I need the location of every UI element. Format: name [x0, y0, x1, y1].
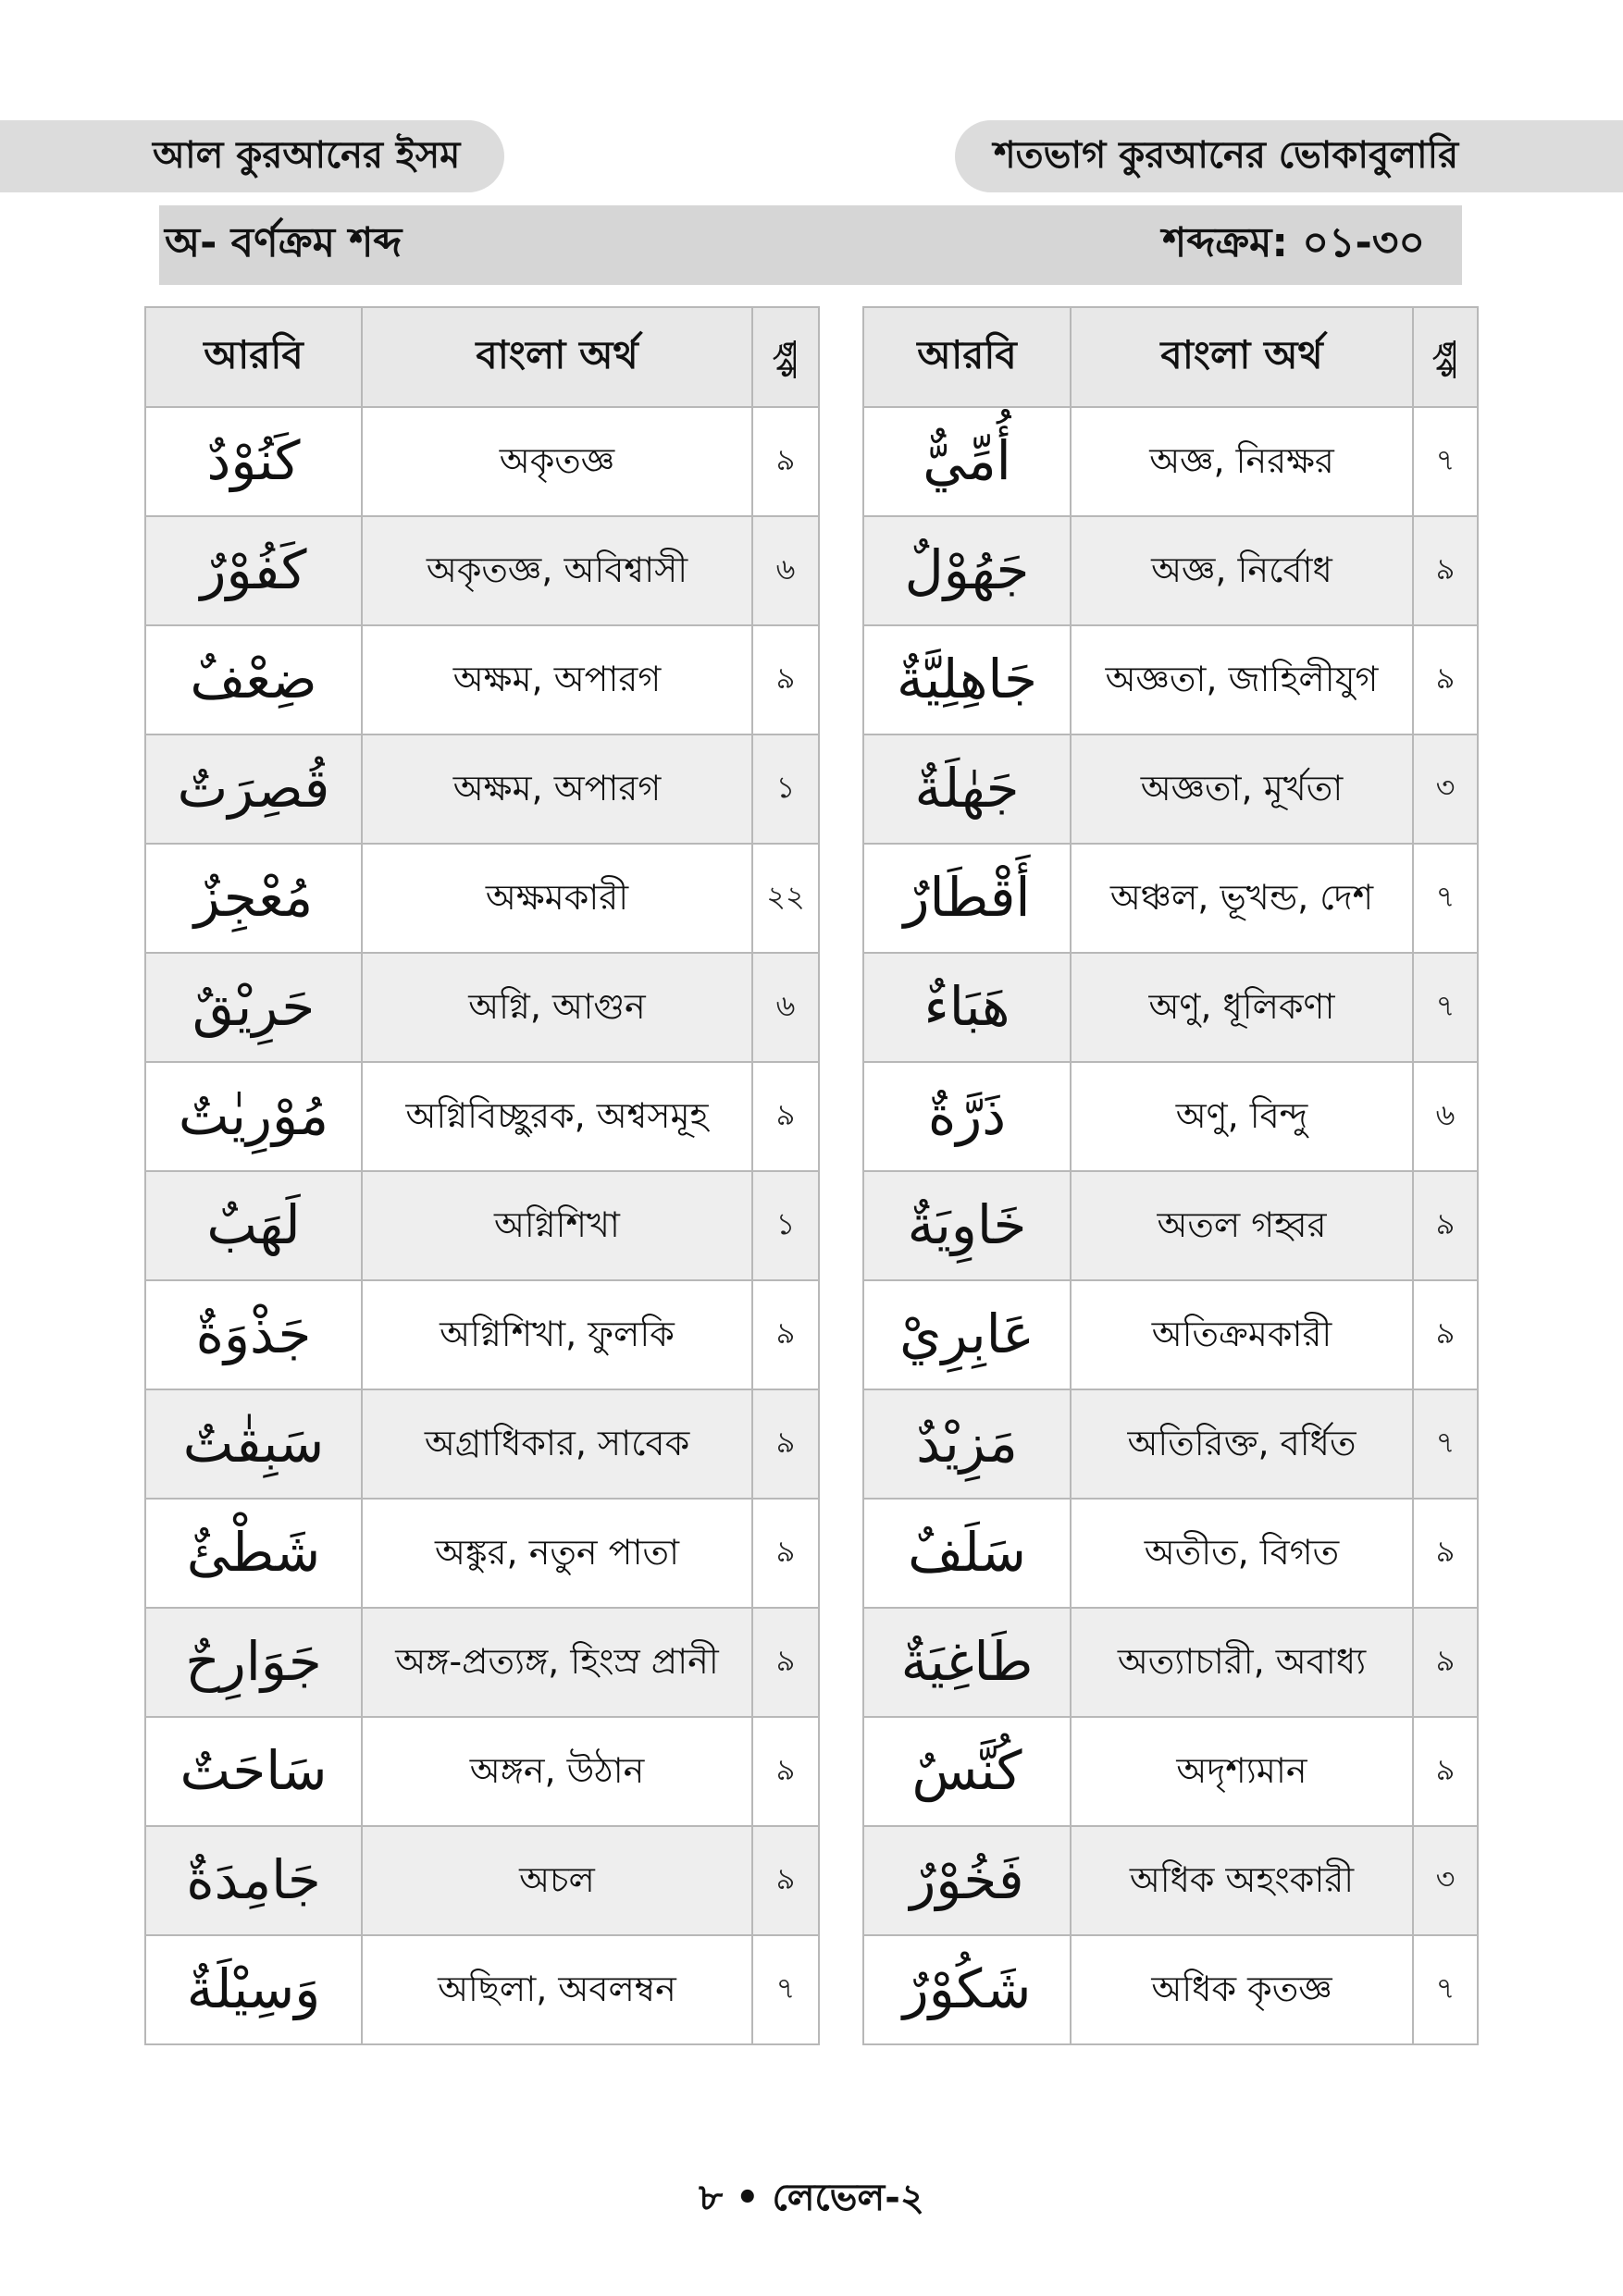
arabic-word: سَاحَتٌ — [145, 1717, 362, 1826]
rule-number: ৯ — [752, 407, 819, 516]
arabic-word: جَاهِلِيَّةٌ — [863, 625, 1071, 734]
column-header-meaning: বাংলা অর্থ — [362, 307, 752, 407]
table-row — [863, 407, 1478, 516]
table-row — [145, 1389, 819, 1499]
rule-number: ৯ — [752, 1717, 819, 1826]
book-subtitle: আল কুরআনের ইসম — [153, 133, 461, 177]
arabic-word: شَكُوْرٌ — [863, 1935, 1071, 2044]
bangla-meaning: অক্ষম, অপারগ — [362, 625, 752, 734]
bangla-meaning: অকৃতজ্ঞ — [362, 407, 752, 516]
bangla-meaning: অজ্ঞ, নির্বোধ — [1071, 516, 1413, 625]
arabic-word: جَوَارِحٌ — [145, 1608, 362, 1717]
table-row — [863, 516, 1478, 625]
rule-number: ১ — [752, 1171, 819, 1280]
table-header-row — [145, 307, 819, 407]
vocab-table-right — [862, 306, 1479, 2045]
rule-number: ৭ — [1413, 953, 1478, 1062]
table-row — [145, 1935, 819, 2044]
bangla-meaning: অকৃতজ্ঞ, অবিশ্বাসী — [362, 516, 752, 625]
bangla-meaning: অচল — [362, 1826, 752, 1935]
rule-number: ৯ — [752, 625, 819, 734]
bangla-meaning: অধিক অহংকারী — [1071, 1826, 1413, 1935]
column-header-arabic: আরবি — [145, 307, 362, 407]
bangla-meaning: অধিক কৃতজ্ঞ — [1071, 1935, 1413, 2044]
arabic-word: فَخُوْرٌ — [863, 1826, 1071, 1935]
rule-number: ১ — [752, 734, 819, 844]
arabic-word: مُعْجِزٌ — [145, 844, 362, 953]
bangla-meaning: অতল গহ্বর — [1071, 1171, 1413, 1280]
bangla-meaning: অগ্নিশিখা, ফুলকি — [362, 1280, 752, 1389]
bangla-meaning: অগ্নি, আগুন — [362, 953, 752, 1062]
arabic-word: ضِعْفٌ — [145, 625, 362, 734]
rule-number: ২২ — [752, 844, 819, 953]
table-row — [863, 734, 1478, 844]
arabic-word: جَهُوْلٌ — [863, 516, 1071, 625]
bangla-meaning: অজ্ঞতা, মূর্খতা — [1071, 734, 1413, 844]
header-left-pill — [0, 120, 504, 192]
arabic-word: أَقْطَارٌ — [863, 844, 1071, 953]
bangla-meaning: অত্যাচারী, অবাধ্য — [1071, 1608, 1413, 1717]
bangla-meaning: অগ্নিবিচ্ছুরক, অশ্বসমূহ — [362, 1062, 752, 1171]
arabic-word: شَطْئٌ — [145, 1499, 362, 1608]
table-row — [863, 1171, 1478, 1280]
bangla-meaning: অতীত, বিগত — [1071, 1499, 1413, 1608]
bangla-meaning: অতিক্রমকারী — [1071, 1280, 1413, 1389]
rule-number: ৬ — [1413, 1062, 1478, 1171]
column-header-rule: ছক — [1413, 307, 1478, 407]
page-footer — [0, 2168, 1623, 2230]
table-row — [863, 1935, 1478, 2044]
rule-number: ৭ — [752, 1935, 819, 2044]
bangla-meaning: অগ্নিশিখা — [362, 1171, 752, 1280]
bangla-meaning: অতিরিক্ত, বর্ধিত — [1071, 1389, 1413, 1499]
table-row — [145, 1062, 819, 1171]
rule-number: ৯ — [752, 1608, 819, 1717]
rule-number: ৯ — [1413, 1717, 1478, 1826]
rule-number: ৩ — [1413, 1826, 1478, 1935]
arabic-word: سَبِقٰتٌ — [145, 1389, 362, 1499]
bangla-meaning: অদৃশ্যমান — [1071, 1717, 1413, 1826]
rule-number: ৯ — [1413, 1499, 1478, 1608]
rule-number: ৯ — [752, 1062, 819, 1171]
column-header-meaning: বাংলা অর্থ — [1071, 307, 1413, 407]
rule-number: ৯ — [1413, 1280, 1478, 1389]
rule-number: ৯ — [752, 1499, 819, 1608]
bangla-meaning: অক্ষম, অপারগ — [362, 734, 752, 844]
rule-number: ৩ — [1413, 734, 1478, 844]
table-row — [863, 1389, 1478, 1499]
rule-number: ৭ — [1413, 1389, 1478, 1499]
arabic-word: جَهٰلَةٌ — [863, 734, 1071, 844]
bangla-meaning: অজ্ঞতা, জাহিলীযুগ — [1071, 625, 1413, 734]
table-row — [863, 1826, 1478, 1935]
arabic-word: هَبَاءٌ — [863, 953, 1071, 1062]
table-row — [145, 516, 819, 625]
arabic-word: كَفُوْرٌ — [145, 516, 362, 625]
rule-number: ৯ — [1413, 1608, 1478, 1717]
rule-number: ৬ — [752, 953, 819, 1062]
page-number-level: ৮ • লেভেল-২ — [699, 2177, 924, 2219]
rule-number: ৭ — [1413, 1935, 1478, 2044]
arabic-word: خَاوِيَةٌ — [863, 1171, 1071, 1280]
arabic-word: كُنَّسٌ — [863, 1717, 1071, 1826]
column-header-rule: ছক — [752, 307, 819, 407]
table-row — [863, 953, 1478, 1062]
arabic-word: مَزِيْدٌ — [863, 1389, 1071, 1499]
bangla-meaning: অগ্রাধিকার, সাবেক — [362, 1389, 752, 1499]
table-row — [145, 1499, 819, 1608]
table-row — [863, 1280, 1478, 1389]
word-range: শব্দক্রম: ০১-৩০ — [1162, 218, 1425, 266]
arabic-word: جَامِدَةٌ — [145, 1826, 362, 1935]
table-row — [863, 625, 1478, 734]
section-heading-bar — [159, 205, 1462, 285]
rule-number: ৬ — [752, 516, 819, 625]
rule-number: ৯ — [752, 1389, 819, 1499]
rule-number: ৯ — [752, 1280, 819, 1389]
bangla-meaning: অঙ্গন, উঠান — [362, 1717, 752, 1826]
arabic-word: لَهَبٌ — [145, 1171, 362, 1280]
table-row — [863, 1499, 1478, 1608]
column-header-arabic: আরবি — [863, 307, 1071, 407]
arabic-word: عَابِرِيْ — [863, 1280, 1071, 1389]
table-row — [145, 407, 819, 516]
arabic-word: كَنُوْدٌ — [145, 407, 362, 516]
bangla-meaning: অক্ষমকারী — [362, 844, 752, 953]
bangla-meaning: অণু, বিন্দু — [1071, 1062, 1413, 1171]
arabic-word: حَرِيْقٌ — [145, 953, 362, 1062]
arabic-word: وَسِيْلَةٌ — [145, 1935, 362, 2044]
table-row — [145, 734, 819, 844]
table-row — [145, 953, 819, 1062]
bangla-meaning: অঞ্চল, ভূখন্ড, দেশ — [1071, 844, 1413, 953]
bangla-meaning: অজ্ঞ, নিরক্ষর — [1071, 407, 1413, 516]
bangla-meaning: অঙ্গ-প্রত্যঙ্গ, হিংস্র প্রানী — [362, 1608, 752, 1717]
table-row — [145, 1717, 819, 1826]
table-row — [145, 1608, 819, 1717]
table-row — [863, 1062, 1478, 1171]
arabic-word: قُصِرَتٌ — [145, 734, 362, 844]
arabic-word: جَذْوَةٌ — [145, 1280, 362, 1389]
rule-number: ৯ — [1413, 625, 1478, 734]
table-header-row — [863, 307, 1478, 407]
rule-number: ৭ — [1413, 407, 1478, 516]
rule-number: ৯ — [1413, 516, 1478, 625]
book-title: শতভাগ কুরআনের ভোকাবুলারি — [994, 133, 1459, 177]
table-row — [145, 1280, 819, 1389]
arabic-word: طَاغِيَةٌ — [863, 1608, 1071, 1717]
arabic-word: أُمِّيٌّ — [863, 407, 1071, 516]
bangla-meaning: অণু, ধূলিকণা — [1071, 953, 1413, 1062]
rule-number: ৯ — [752, 1826, 819, 1935]
table-row — [145, 844, 819, 953]
section-title: অ- বর্ণক্রম শব্দ — [165, 218, 403, 266]
table-row — [145, 625, 819, 734]
header-right-pill — [955, 120, 1623, 192]
rule-number: ৭ — [1413, 844, 1478, 953]
rule-number: ৯ — [1413, 1171, 1478, 1280]
vocab-table-left — [144, 306, 820, 2045]
arabic-word: ذَرَّةٌ — [863, 1062, 1071, 1171]
arabic-word: مُوْرِيٰتٌ — [145, 1062, 362, 1171]
table-row — [863, 1717, 1478, 1826]
arabic-word: سَلَفٌ — [863, 1499, 1071, 1608]
bangla-meaning: অছিলা, অবলম্বন — [362, 1935, 752, 2044]
table-row — [145, 1171, 819, 1280]
table-row — [863, 844, 1478, 953]
bangla-meaning: অঙ্কুর, নতুন পাতা — [362, 1499, 752, 1608]
table-row — [863, 1608, 1478, 1717]
table-row — [145, 1826, 819, 1935]
